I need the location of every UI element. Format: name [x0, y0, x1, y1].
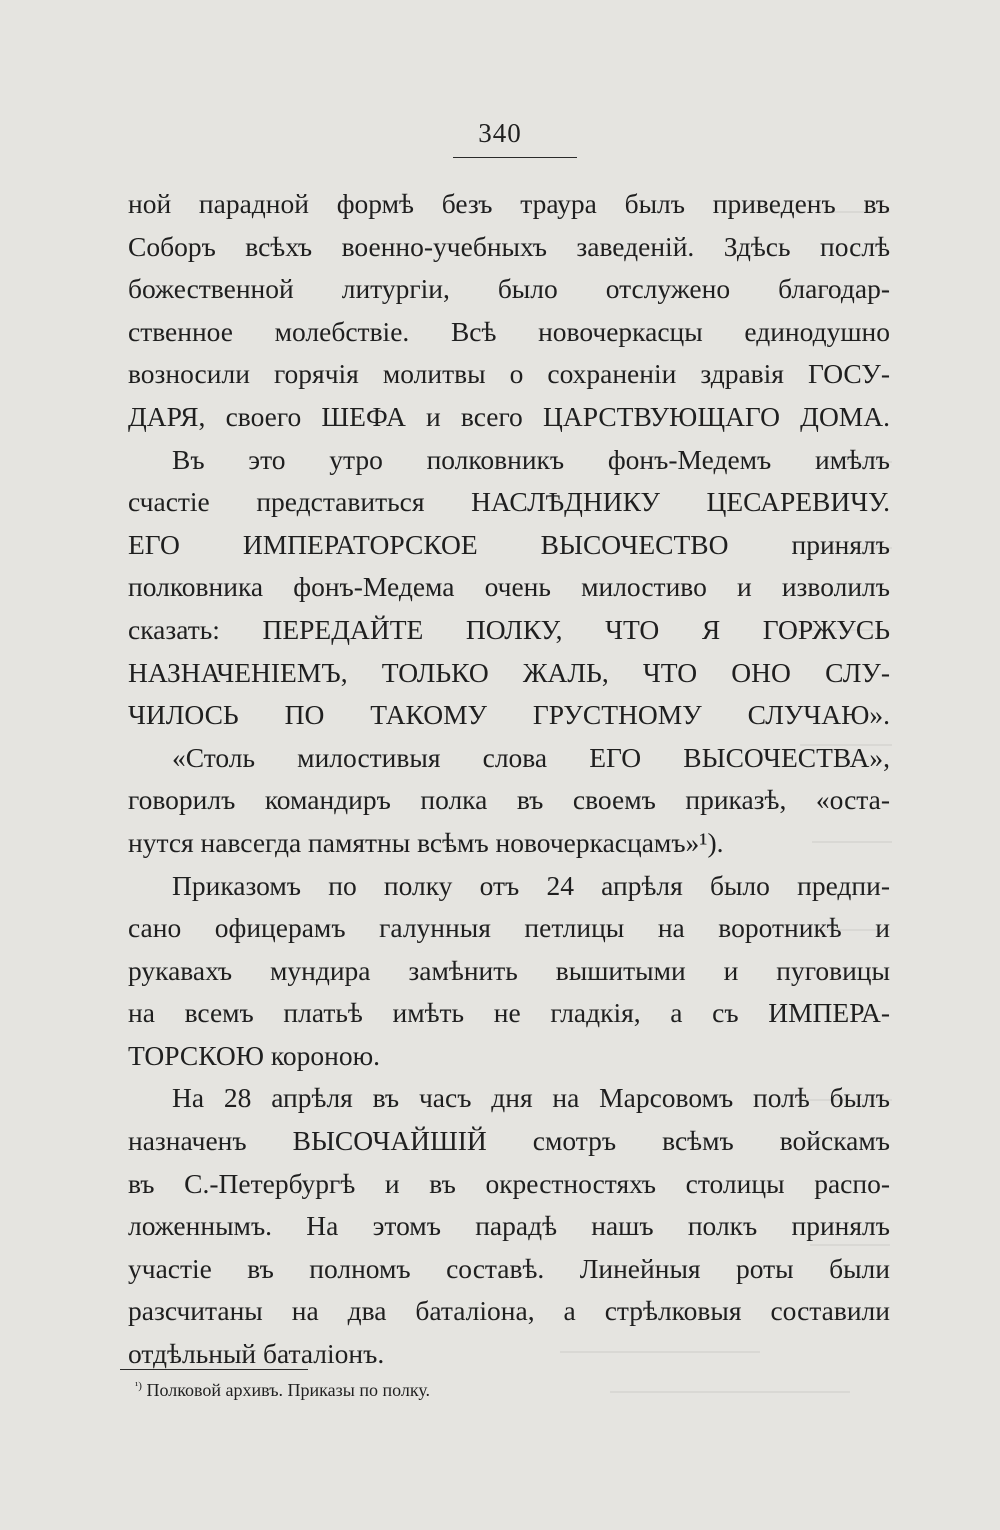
header-rule: [453, 157, 577, 158]
text-line: нутся навсегда памятны всѣмъ новочеркасцамъ»¹).: [128, 826, 724, 858]
text-line: ложеннымъ. На этомъ парадѣ нашъ полкъ принялъ: [128, 1210, 890, 1242]
footnote-rule: [120, 1369, 308, 1370]
text-line: ТОРСКОЮ короною.: [128, 1039, 381, 1071]
text-line: отдѣльный баталіонъ.: [128, 1338, 385, 1370]
text-line: возносили горячія молитвы о сохраненіи здравія ГОСУ-: [128, 358, 890, 390]
text-line: Соборъ всѣхъ военно-учебныхъ заведеній. Здѣсь послѣ: [128, 230, 890, 262]
text-line: божественной литургіи, было отслужено благодар-: [128, 273, 890, 305]
text-line: разсчитаны на два баталіона, а стрѣлковыя составили: [128, 1295, 890, 1327]
text-line: на всемъ платьѣ имѣть не гладкія, а съ ИМПЕРА-: [128, 997, 890, 1029]
text-line: сказать: ПЕРЕДАЙТЕ ПОЛКУ, ЧТО Я ГОРЖУСЬ: [128, 613, 890, 645]
text-line: говорилъ командиръ полка въ своемъ приказѣ, «оста-: [128, 784, 890, 816]
text-line: сано офицерамъ галунныя петлицы на воротникѣ и: [128, 912, 890, 944]
text-line: НАЗНАЧЕНІЕМЪ, ТОЛЬКО ЖАЛЬ, ЧТО ОНО СЛУ-: [128, 656, 890, 688]
text-line: ственное молебствіе. Всѣ новочеркасцы единодушно: [128, 315, 890, 347]
text-line: участіе въ полномъ составѣ. Линейныя роты были: [128, 1252, 890, 1284]
footnote-text: Полковой архивъ. Приказы по полку.: [141, 1380, 431, 1400]
text-line: ной парадной формѣ безъ траура былъ приведенъ въ: [128, 188, 890, 219]
paragraph-start-line: Приказомъ по полку отъ 24 апрѣля было предпи-: [172, 869, 890, 901]
page-number: 340: [478, 118, 522, 148]
paragraph-start-line: Въ это утро полковникъ фонъ-Медемъ имѣлъ: [172, 443, 890, 475]
text-line: полковника фонъ-Медема очень милостиво и изволилъ: [128, 571, 890, 603]
text-line: ЧИЛОСЬ ПО ТАКОМУ ГРУСТНОМУ СЛУЧАЮ».: [128, 699, 890, 731]
text-line: назначенъ ВЫСОЧАЙШІЙ смотръ всѣмъ войскамъ: [128, 1125, 890, 1157]
text-line: ЕГО ИМПЕРАТОРСКОЕ ВЫСОЧЕСТВО принялъ: [128, 528, 890, 560]
text-line: рукавахъ мундира замѣнить вышитыми и пуговицы: [128, 954, 890, 986]
footnote: [135, 1378, 430, 1402]
body-text: [128, 183, 890, 1376]
paragraph-start-line: «Столь милостивыя слова ЕГО ВЫСОЧЕСТВА»,: [172, 741, 890, 773]
paragraph-start-line: На 28 апрѣля въ часъ дня на Марсовомъ полѣ былъ: [172, 1082, 890, 1114]
text-line: счастіе представиться НАСЛѢДНИКУ ЦЕСАРЕВИЧУ.: [128, 486, 890, 518]
text-line: ДАРЯ, своего ШЕФА и всего ЦАРСТВУЮЩАГО ДОМА.: [128, 400, 890, 432]
footnote-marker: ¹): [135, 1380, 142, 1392]
text-line: въ С.-Петербургѣ и въ окрестностяхъ столицы распо-: [128, 1167, 890, 1199]
